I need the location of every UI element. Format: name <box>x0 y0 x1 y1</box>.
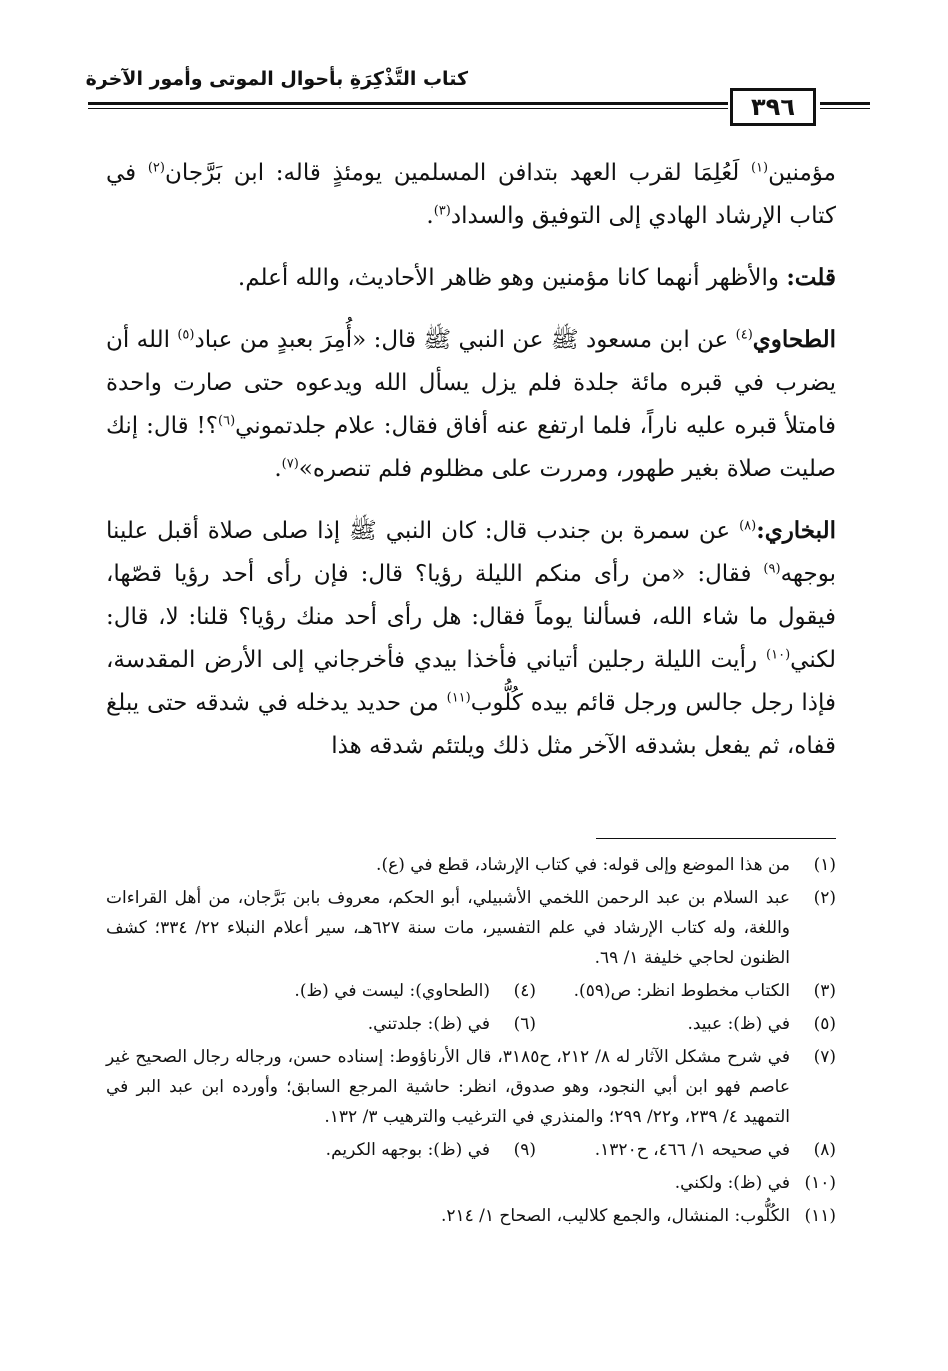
footnote-8 <box>536 1135 836 1165</box>
lead-word: الطحاوي <box>752 326 837 353</box>
footnote-5 <box>536 1009 836 1039</box>
footnote-10 <box>106 1168 836 1198</box>
footnote-ref: (٥) <box>177 327 195 343</box>
footnote-ref: (٧) <box>281 456 299 472</box>
text-span: الله أن يضرب في قبره مائة جلدة فلم يزل يسأل الله ويدعوه حتى صارت واحدة فامتلأ قبره عليه ناراً، فلما ارتفع عنه أفاق فقال: علام جلدتموني <box>106 327 836 439</box>
footnote-text: من هذا الموضع وإلى قوله: في كتاب الإرشاد، قطع في (ع). <box>376 855 790 875</box>
header-rule <box>88 102 728 105</box>
text-span: عن سمرة بن جندب قال: كان النبي ﷺ إذا صلى صلاة أقبل علينا بوجهه <box>106 518 836 587</box>
footnote-ref: (٣) <box>433 203 451 219</box>
footnote-ref: (١٠) <box>766 647 791 663</box>
footnote-6 <box>236 1009 536 1039</box>
paragraph-4 <box>106 509 836 768</box>
running-title: كتاب التَّذْكِرَةِ بأحوال الموتى وأمور الآخرة <box>85 68 468 90</box>
footnote-ref: (١١) <box>446 690 471 706</box>
footnote-number: (٢) <box>813 888 836 908</box>
text-span: من حديد يدخله في شدقه حتى يبلغ قفاه، ثم يفعل بشدقه الآخر مثل ذلك ويلتئم شدقه هذا <box>106 690 836 759</box>
footnote-7 <box>106 1042 836 1132</box>
footnote-row <box>106 976 836 1006</box>
footnote-number: (٦) <box>513 1014 536 1034</box>
footnote-ref: (٤) <box>735 327 753 343</box>
footnote-text: في (ظ): ولكني. <box>674 1173 790 1193</box>
footnote-separator <box>596 838 836 839</box>
header-rule-thin <box>88 108 728 109</box>
lead-word: البخاري: <box>756 517 836 544</box>
text-span: عن ابن مسعود ﷺ عن النبي ﷺ قال: «أُمِرَ بعبدٍ من عباد <box>194 327 736 353</box>
footnote-ref: (٢) <box>147 160 165 176</box>
footnote-number: (٥) <box>813 1014 836 1034</box>
footnote-1 <box>106 850 836 880</box>
footnote-text: عبد السلام بن عبد الرحمن اللخمي الأشبيلي، أبو الحكم، معروف بابن بَرَّجان، من أهل القراءات واللغة، وله كتاب الإرشاد في علم التفسير، مات سنة ٦٢٧هـ، سير أعلام النبلاء ٢٢/ ٣٣٤؛ كشف الظنون لحاجي خليفة ١/ ٦٩. <box>106 888 790 968</box>
footnote-text: الكتاب مخطوط انظر: ص(٥٩). <box>573 981 790 1001</box>
text-span: لَعُلِمَا لقرب العهد بتدافن المسلمين يومئذٍ قاله: ابن بَرَّجان <box>164 160 751 186</box>
text-span: رأيت الليلة رجلين أتياني فأخذا بيدي فأخرجاني إلى الأرض المقدسة، فإذا رجل جالس ورجل قائم بيده كُلُّوب <box>106 647 836 716</box>
footnote-number: (٩) <box>513 1140 536 1160</box>
paragraph-2 <box>106 256 836 300</box>
footnote-text: في صحيحه ١/ ٤٦٦، ح١٣٢٠. <box>594 1140 790 1160</box>
header-rule-right <box>820 102 870 105</box>
footnote-text: (الطحاوي): ليست في (ظ). <box>294 981 490 1001</box>
text-span: . <box>426 203 434 229</box>
text-span: . <box>274 456 282 482</box>
page-number: ٣٩٦ <box>730 88 816 126</box>
lead-word: قلت: <box>786 264 836 291</box>
footnote-ref: (٦) <box>218 413 236 429</box>
paragraph-1 <box>106 152 836 238</box>
header-rule-right-thin <box>820 108 870 109</box>
footnote-3 <box>536 976 836 1006</box>
footnote-text: في شرح مشكل الآثار له ٨/ ٢١٢، ح٣١٨٥، قال الأرناؤوط: إسناده حسن، ورجاله رجال الصحيح غير عاصم فهو ابن أبي النجود، وهو صدوق، انظر: حاشية المرجع السابق؛ وأورده ابن عبد البر في التمهيد ٤/ ٢٣٩، و٢٢/ ٢٩٩؛ والمنذري في الترغيب والترهيب ٣/ ١٣٢. <box>106 1047 790 1127</box>
footnote-ref: (٨) <box>739 518 757 534</box>
text-span: في كتاب الإرشاد الهادي إلى التوفيق والسداد <box>106 160 836 229</box>
footnote-number: (٤) <box>513 981 536 1001</box>
footnote-number: (٣) <box>813 981 836 1001</box>
footnote-ref: (١) <box>750 160 769 176</box>
text-span: مؤمنين <box>768 160 836 186</box>
text-span: فقال: «من رأى منكم الليلة رؤيا؟ قال: فإن رأى أحد رؤيا قصّها، فيقول ما شاء الله، فسألنا يوماً فقال: هل رأى أحد منك رؤيا؟ قلنا: لا، قال: لكني <box>106 561 836 673</box>
footnotes <box>106 850 836 1234</box>
footnote-11 <box>106 1201 836 1231</box>
footnote-2 <box>106 883 836 973</box>
footnote-row <box>106 1009 836 1039</box>
footnote-number: (١) <box>813 855 836 875</box>
text-span: ؟! قال: إنك صليت صلاة بغير طهور، ومررت على مظلوم فلم تنصره» <box>106 413 836 482</box>
footnote-number: (٨) <box>813 1140 836 1160</box>
footnote-9 <box>236 1135 536 1165</box>
footnote-text: في (ظ): عبيد. <box>687 1014 790 1034</box>
footnote-4 <box>236 976 536 1006</box>
text-span: والأظهر أنهما كانا مؤمنين وهو ظاهر الأحاديث، والله أعلم. <box>237 265 787 291</box>
footnote-number: (١٠) <box>804 1173 836 1193</box>
footnote-text: الكُلُّوب: المنشال، والجمع كلاليب، الصحاح ١/ ٢١٤. <box>440 1206 790 1226</box>
footnote-number: (٧) <box>813 1047 836 1067</box>
footnote-ref: (٩) <box>763 561 781 577</box>
main-text <box>106 152 836 786</box>
footnote-text: في (ظ): جلدتني. <box>367 1014 490 1034</box>
footnote-number: (١١) <box>804 1206 836 1226</box>
footnote-text: في (ظ): بوجهه الكريم. <box>325 1140 490 1160</box>
footnote-row <box>106 1135 836 1165</box>
paragraph-3 <box>106 318 836 491</box>
